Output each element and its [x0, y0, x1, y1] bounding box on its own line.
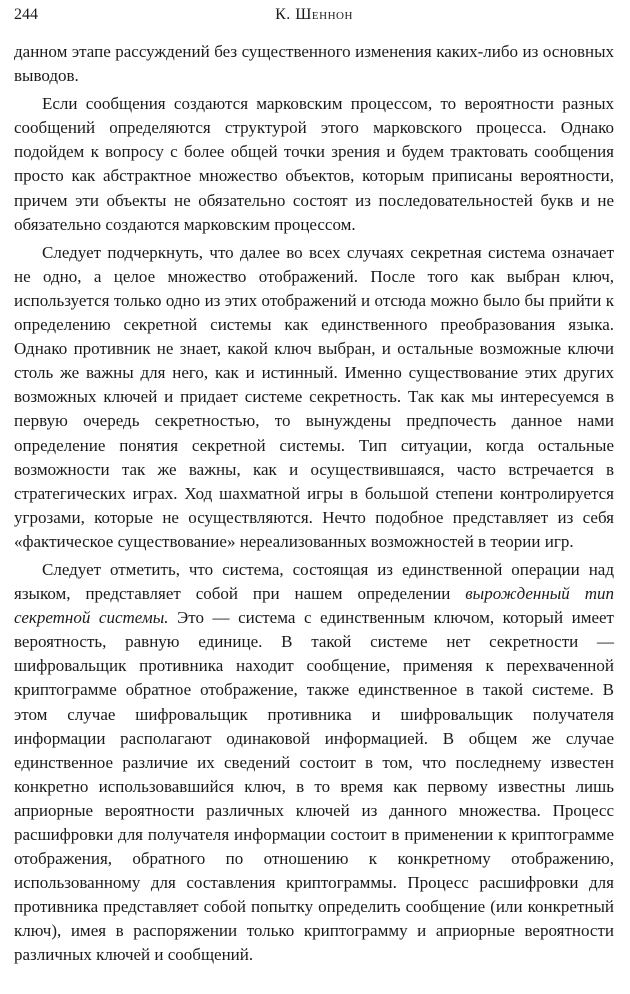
paragraph-text-end: Это — система с единственным ключом, который имеет вероятность, равную единице. В такой системе нет секретности — шифровальщик противника находит сообщение, применяя к перехваченной криптограмме обратное отображение, также единственное в такой системе. В этом случае шифровальщик противника и шифровальщик получателя информации располагают одинаковой информацией. В общем же случае единственное различие их сведений состоит в том, что последнему известен конкретно использовавшийся ключ, в то время как первому известны лишь априорные вероятности различных ключей из данного множества. Процесс расшифровки для получателя информации состоит в применении к криптограмме отображения, обратного по отношению к конкретному отображению, использованному для составления криптограммы. Процесс расшифровки для противника представляет собой попытку определить сообщение (или конкретный ключ), имея в распоряжении только криптограмму и априорные вероятности различных ключей и сообщений. — [14, 608, 614, 965]
paragraph-markov-messages: Если сообщения создаются марковским процессом, то вероятности разных сообщений определяются структурой этого марковского процесса. Однако подойдем к вопросу с более общей точки зрения и будем трактовать сообщения просто как абстрактное множество объектов, которым приписаны вероятности, причем эти объекты не обязательно состоят из последовательностей букв и не обязательно создаются марковским процессом. — [14, 94, 614, 234]
body-text — [14, 40, 614, 968]
running-header-author: К. Шеннон — [275, 6, 353, 23]
page-number: 244 — [14, 6, 38, 23]
paragraph-degenerate-system — [14, 558, 614, 968]
paragraph-set-of-transformations: Следует подчеркнуть, что далее во всех случаях секретная система означает не одно, а целое множество отображений. После того как выбран ключ, используется только одно из этих отображений и отсюда можно было бы прийти к определению секретной системы как единственного преобразования языка. Однако противник не знает, какой ключ выбран, и остальные возможные ключи столь же важны для него, как и истинный. Именно существование этих других возможных ключей и придает системе секретность. Так как мы интересуемся в первую очередь секретностью, то вынуждены предпочесть данное нами определение понятия секретной системы. Тип ситуации, когда остальные возможности так же важны, как и осуществившаяся, часто встречается в стратегических играх. Ход шахматной игры в большой степени контролируется угрозами, которые не осуществляются. Нечто подобное представляет из себя «фактическое существование» нереализованных возможностей в теории игр. — [14, 242, 614, 551]
paragraph-continuation: данном этапе рассуждений без существенного изменения каких-либо из основных выводов. — [14, 42, 614, 86]
emphasis-degenerate-type: вырожденный тип секретной системы. — [14, 584, 614, 628]
running-header — [14, 6, 614, 32]
paragraph-text-start: Следует отметить, что система, состоящая из единственной операции над языком, представляет собой при нашем определении — [14, 559, 614, 604]
book-page — [14, 6, 614, 968]
